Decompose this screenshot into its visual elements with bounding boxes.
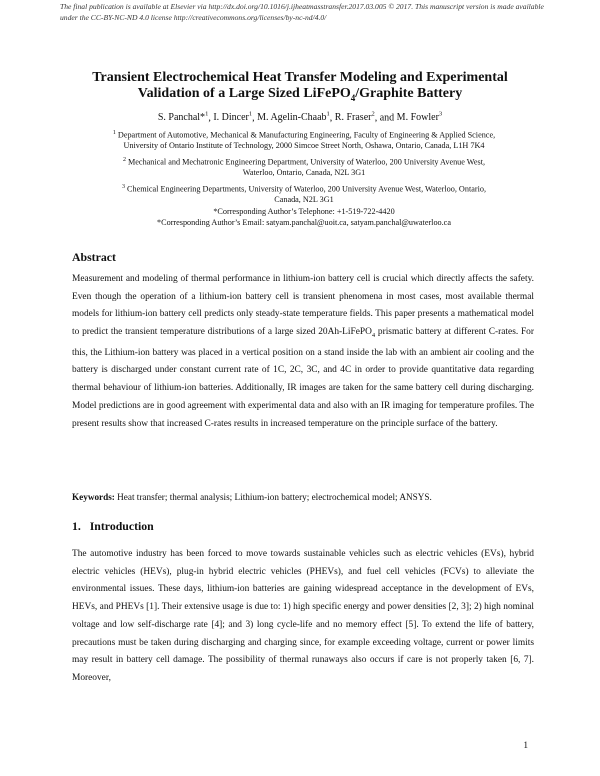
affiliation-1-line-1: Department of Automotive, Mechanical & Manufacturing Engineering, Faculty of Engineering & Applied Science, [117,130,496,140]
title-line-2-end: /Graphite Battery [355,86,463,101]
author: S. Panchal*$^1$ [157,111,209,124]
notice-line-1: The final publication is available at Elsevier via http://dx.doi.org/10.1016/j.ijheatmasstransfer.2017.03.005 © 2017. This manuscript version is made available [60,2,544,11]
title-subscript: 4 [350,92,356,103]
affiliation-2-line-2: Waterloo, Ontario, Canada, N2L 3G1 [242,168,366,178]
author: R. Fraser$^2$ [334,111,375,124]
title-line-1: Transient Electrochemical Heat Transfer Modeling and Experimental [92,70,508,85]
abstract-text-part-2: prismatic battery at different C-rates. For this, the Lithium-ion battery was placed in a vertical position on a stand inside the lab with an ambient air cooling and the battery is discharged under constant current rate of 1C, 2C, 3C, and 4C in order to provide quantitative data regarding thermal behaviour of lithium-ion batteries. Additionally, IR images are taken for the same battery cell during discharging. Model predictions are in good agreement with experimental data and also with an IR imaging for temperature profiles. The present results show that increased C-rates results in increased temperature on the principle surface of the battery. [72,327,534,429]
affiliation-3-line-1: Chemical Engineering Departments, University of Waterloo, 200 University Avenue West, Waterloo, Ontario, [127,184,486,194]
keywords-text: Heat transfer; thermal analysis; Lithium-ion battery; electrochemical model; ANSYS. [114,492,432,502]
author: I. Dincer$^1$ [213,111,253,124]
affiliation-1-sup: 1 [112,130,116,136]
corresponding-phone: *Corresponding Author’s Telephone: +1-519-722-4420 [213,207,395,216]
affiliation-2 [84,155,524,179]
corresponding-contact [84,207,524,228]
page-number: 1 [523,741,528,751]
title-line-2 [60,86,540,106]
author: M. Fowler$^3$ [396,111,443,124]
section-title: Introduction [89,519,154,533]
corresponding-email: *Corresponding Author’s Email: satyam.panchal@uoit.ca, satyam.panchal@uwaterloo.ca [157,217,451,227]
abstract-text [72,271,534,433]
notice-line-2: under the CC-BY-NC-ND 4.0 license http://creativecommons.org/licenses/by-nc-nd/4.0/ [60,12,327,22]
abstract-text-part-1: Measurement and modeling of thermal performance in lithium-ion battery cell is crucial which directly affects the safety. Even though the operation of a lithium-ion battery cell is transient phenomena in most cases, most available thermal models for lithium-ion battery cell predicts only steady-state temperature fields. This paper presents a mathematical model to predict the transient temperature distributions of a large sized 20Ah-LiFePO [72,274,534,338]
author: M. Agelin-Chaab$^1$ [257,111,330,124]
affiliation-2-sup: 2 [122,157,126,163]
affiliation-2-line-1: Mechanical and Mechatronic Engineering Department, University of Waterloo, 200 University Avenue West, [128,157,486,167]
title-line-2-text: Validation of a Large Sized LiFePO [137,86,351,101]
affiliation-3-sup: 3 [122,184,125,190]
paper-title [60,70,540,106]
keywords [72,491,534,503]
publication-notice [60,2,560,23]
abstract-subscript: 4 [371,331,376,339]
keywords-label: Keywords: [72,492,115,502]
author-list: S. Panchal*$^1$, I. Dincer$^1$, M. Agelin-Chaab$^1$, R. Fraser$^2$, and M. Fowler$^3$ [157,111,443,124]
affiliation-3 [84,182,524,206]
affiliation-1-line-2: University of Ontario Institute of Technology, 2000 Simcoe Street North, Oshawa, Ontario, Canada, L1H 7K4 [123,141,485,151]
introduction-text: The automotive industry has been forced to move towards sustainable vehicles such as electric vehicles (EVs), hybrid electric vehicles (HEVs), plug-in hybrid electric vehicles (PHEVs), and fuel cell vehicles (FCVs) to alleviate the environmental issues. These days, lithium-ion batteries are gaining widespread acceptance in the development of EVs, HEVs, and PHEVs [1]. Their extensive usage is due to: 1) high specific energy and power densities [2, 3]; 2) high nominal voltage and low self-discharge rate [4]; and 3) long cycle-life and no memory effect [5]. To extend the life of battery, precautions must be taken during discharging and charging since, for example exceeding voltage, current or power limits may result in battery cell damage. The possibility of thermal runaways also occurs if care is not properly taken [6, 7]. Moreover, [72,549,534,683]
abstract-heading: Abstract [72,250,116,264]
affiliation-3-line-2: Canada, N2L 3G1 [274,195,334,205]
affiliation-1 [84,128,524,152]
section-number: 1. [72,519,81,533]
introduction-heading [72,519,154,534]
